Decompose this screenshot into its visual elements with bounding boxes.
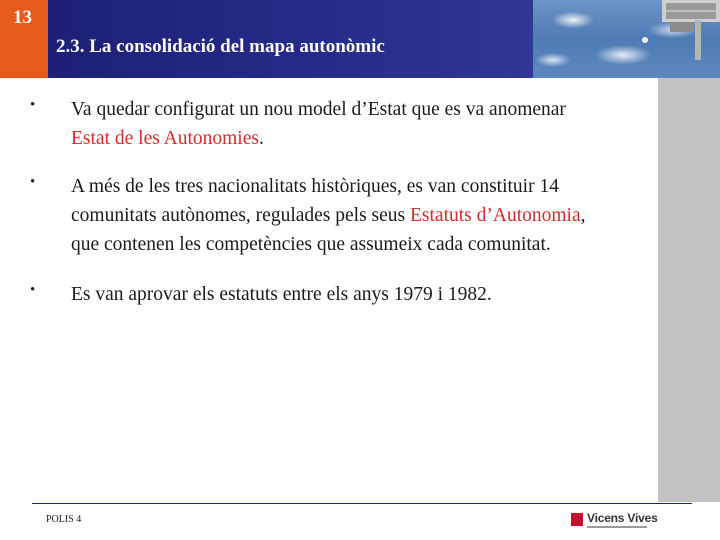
logo-underline [587, 526, 647, 528]
bullet-line [71, 124, 651, 153]
logo-mark-icon [571, 513, 583, 526]
bullet-line-end: , [580, 205, 586, 226]
highlight-term: Estat de les Autonomies [71, 128, 259, 149]
bullet-dot: • [30, 97, 36, 113]
bullet-dot: • [30, 282, 36, 298]
page-number: 13 [13, 7, 32, 28]
bullet-line: A més de les tres nacionalitats històriques, es van constituir 14 [71, 176, 559, 197]
bullet-line-start: comunitats autònomes, regulades pels seus [71, 205, 411, 226]
bullet-line: que contenen les competències que assumeix cada comunitat. [71, 234, 551, 255]
satellite-icon [600, 0, 720, 60]
footer-divider [32, 503, 692, 504]
publisher-logo [571, 511, 658, 533]
page-number-box [0, 0, 48, 78]
bullet-text [71, 95, 651, 153]
right-side-bar [658, 78, 720, 502]
logo-text: Vicens Vives [587, 511, 658, 525]
footer-book-title: POLIS 4 [46, 514, 82, 525]
bullet-line: Es van aprovar els estatuts entre els anys 1979 i 1982. [71, 284, 492, 305]
highlight-term: Estatuts d’Autonomia [410, 205, 581, 226]
bullet-text [71, 172, 651, 259]
bullet-dot: • [30, 174, 36, 190]
slide-title: 2.3. La consolidació del mapa autonòmic [56, 36, 385, 57]
bullet-line: Va quedar configurat un nou model d’Estat que es va anomenar [71, 99, 566, 120]
bullet-line [71, 201, 651, 230]
bullet-text [71, 280, 651, 309]
bullet-line-end: . [258, 128, 264, 149]
